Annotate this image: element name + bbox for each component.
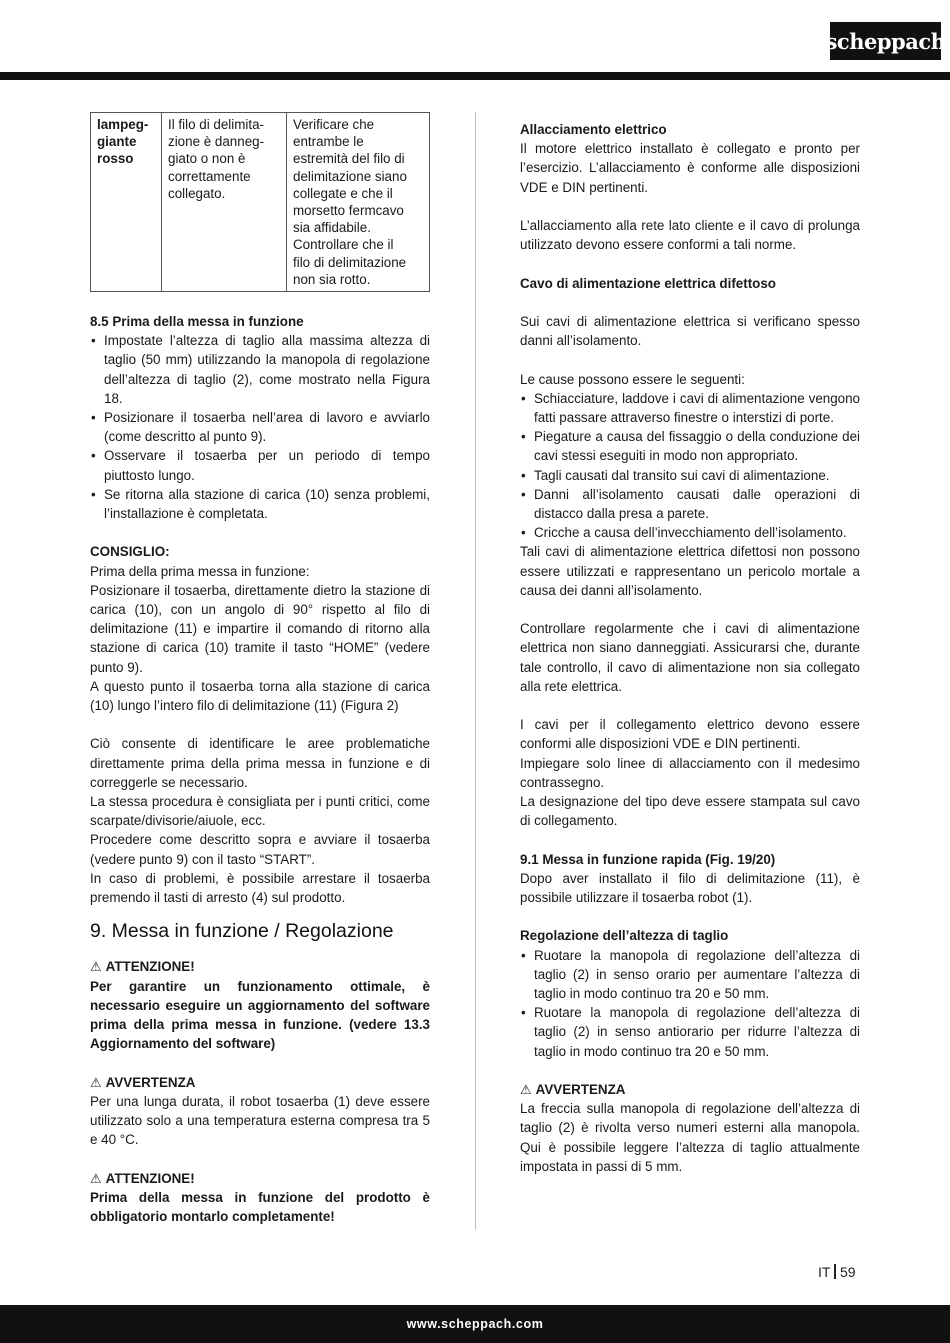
attention-text: Prima della messa in funzione del prodotto è obbligatorio montarlo completamente!	[90, 1189, 430, 1224]
tip-paragraph: In caso di problemi, è possibile arrestare il tosaerba premendo il tasti di arresto (4) sul prodotto.	[90, 870, 430, 906]
list-item: • Se ritorna alla stazione di carica (10) senza problemi, l’installazione è completata.	[90, 485, 430, 523]
tip-paragraph: Prima della prima messa in funzione:	[90, 563, 310, 579]
section-8-5-title: 8.5 Prima della messa in funzione	[90, 314, 304, 330]
tip-paragraph: Posizionare il tosaerba, direttamente dietro la stazione di carica (10), con un angolo di 90° rispetto al filo di delimitazione (11) e impartire il comando di ritorno alla stazione di carica (10) tramite il tasto “HOME” (vedere punto 9).	[90, 582, 430, 675]
tip-title: CONSIGLIO:	[90, 544, 170, 560]
list-item: • Cricche a causa dell’invecchiamento dell’isolamento.	[520, 523, 860, 542]
section-9-heading: 9. Messa in funzione / Regolazione	[90, 920, 394, 943]
cutting-height-list	[520, 946, 860, 1061]
attention-text: Per garantire un funzionamento ottimale, è necessario eseguire un aggiornamento del software prima della prima messa in funzione. (vedere 13.3 Aggiornamento del software)	[90, 978, 430, 1052]
section-8-5-list	[90, 331, 430, 523]
header-bar	[0, 72, 950, 80]
cable-causes-list	[520, 389, 860, 543]
paragraph: Sui cavi di alimentazione elettrica si verificano spesso danni all’isolamento.	[520, 313, 860, 349]
paragraph: Controllare regolarmente che i cavi di alimentazione elettrica non siano danneggiati. Assicurarsi che, durante tale controllo, il cavo di alimentazione non sia collegato alla rete elettrica.	[520, 621, 860, 694]
list-item: • Impostate l’altezza di taglio alla massima altezza di taglio (50 mm) utilizzando la manopola di regolazione dell’altezza di taglio (2), come mostrato nella Figura 18.	[90, 331, 430, 408]
paragraph: I cavi per il collegamento elettrico devono essere conformi alle disposizioni VDE e DIN pertinenti.	[520, 717, 860, 752]
table-cell-remedy: Verificare che entrambe le estremità del filo di delimitazione siano collegate e che il morsetto fermcavo sia affidabile. Controllare che il filo di delimitazione non sia rotto.	[287, 113, 430, 292]
paragraph: Le cause possono essere le seguenti:	[520, 371, 745, 387]
list-item: • Danni all’isolamento causati dalle operazioni di distacco dalla presa a parete.	[520, 485, 860, 523]
list-item: • Schiacciature, laddove i cavi di alimentazione vengono fatti passare attraverso finestre o interstizi di porte.	[520, 389, 860, 427]
attention-heading: ⚠ ATTENZIONE!	[90, 957, 430, 976]
warning-icon: ⚠	[90, 1074, 102, 1090]
paragraph: La designazione del tipo deve essere stampata sul cavo di collegamento.	[520, 794, 860, 829]
footer-bar	[0, 1305, 950, 1343]
paragraph: Il motore elettrico installato è collegato e pronto per l’esercizio. L’allacciamento è conforme alle disposizioni VDE e DIN pertinenti.	[520, 141, 860, 195]
attention-heading: ⚠ ATTENZIONE!	[90, 1169, 430, 1188]
warning-text: Per una lunga durata, il robot tosaerba (1) deve essere utilizzato solo a una temperatura esterna compresa tra 5 e 40 °C.	[90, 1093, 430, 1148]
paragraph: Dopo aver installato il filo di delimitazione (11), è possibile utilizzare il tosaerba robot (1).	[520, 870, 860, 906]
list-item: • Piegature a causa del fissaggio o della conduzione dei cavi stessi eseguiti in modo non appropriato.	[520, 427, 860, 465]
table-cell-indicator: lampeg- giante rosso	[91, 113, 162, 292]
right-column	[520, 120, 860, 1176]
table-cell-cause: Il filo di delimita- zione è danneg- giato o non è correttamente collegato.	[162, 113, 287, 292]
tip-paragraph: La stessa procedura è consigliata per i punti critici, come scarpate/divisorie/aiuole, ecc.	[90, 794, 430, 829]
warning-icon: ⚠	[90, 959, 102, 975]
footer-url[interactable]: www.scheppach.com	[406, 1317, 544, 1331]
left-column	[90, 112, 430, 1226]
section-9-1-title: 9.1 Messa in funzione rapida (Fig. 19/20)	[520, 851, 776, 867]
paragraph: Impiegare solo linee di allacciamento con il medesimo contrassegno.	[520, 755, 860, 790]
tip-paragraph: Ciò consente di identificare le aree problematiche direttamente prima della prima messa in funzione e di correggerle se necessario.	[90, 736, 430, 790]
troubleshooting-table	[90, 112, 430, 292]
defective-cable-title: Cavo di alimentazione elettrica difettoso	[520, 275, 776, 291]
page-number: IT 59	[818, 1264, 856, 1280]
list-item: • Ruotare la manopola di regolazione dell’altezza di taglio (2) in senso antiorario per ridurre l’altezza di taglio in modo continuo tra 20 e 50 mm.	[520, 1003, 860, 1061]
paragraph: Tali cavi di alimentazione elettrica difettosi non possono essere utilizzati e rappresentano un pericolo mortale a causa dei danni all’isolamento.	[520, 544, 860, 598]
list-item: • Ruotare la manopola di regolazione dell’altezza di taglio (2) in senso orario per aumentare l’altezza di taglio in modo continuo tra 20 e 50 mm.	[520, 946, 860, 1004]
warning-heading: ⚠ AVVERTENZA	[520, 1080, 860, 1099]
electrical-connection-title: Allacciamento elettrico	[520, 122, 667, 137]
list-item: • Posizionare il tosaerba nell’area di lavoro e avviarlo (come descritto al punto 9).	[90, 408, 430, 446]
tip-paragraph: Procedere come descritto sopra e avviare il tosaerba (vedere punto 9) con il tasto “START”.	[90, 832, 430, 867]
paragraph: L’allacciamento alla rete lato cliente e il cavo di prolunga utilizzato devono essere conformi a tali norme.	[520, 218, 860, 253]
list-item: • Tagli causati dal transito sui cavi di alimentazione.	[520, 466, 860, 485]
cutting-height-title: Regolazione dell’altezza di taglio	[520, 928, 729, 944]
warning-heading: ⚠ AVVERTENZA	[90, 1073, 430, 1092]
column-divider	[475, 112, 476, 1230]
warning-icon: ⚠	[520, 1082, 532, 1098]
tip-paragraph: A questo punto il tosaerba torna alla stazione di carica (10) lungo l’intero filo di delimitazione (11) (Figura 2)	[90, 678, 430, 714]
list-item: • Osservare il tosaerba per un periodo di tempo piuttosto lungo.	[90, 446, 430, 484]
warning-icon: ⚠	[90, 1170, 102, 1186]
warning-text: La freccia sulla manopola di regolazione dell’altezza di taglio (2) è rivolta verso numeri esterni alla manopola. Qui è possibile leggere l’altezza di taglio attualmente impostata in passi di 5 mm.	[520, 1101, 860, 1174]
table-row	[91, 113, 430, 292]
brand-logo: scheppach	[830, 22, 941, 60]
